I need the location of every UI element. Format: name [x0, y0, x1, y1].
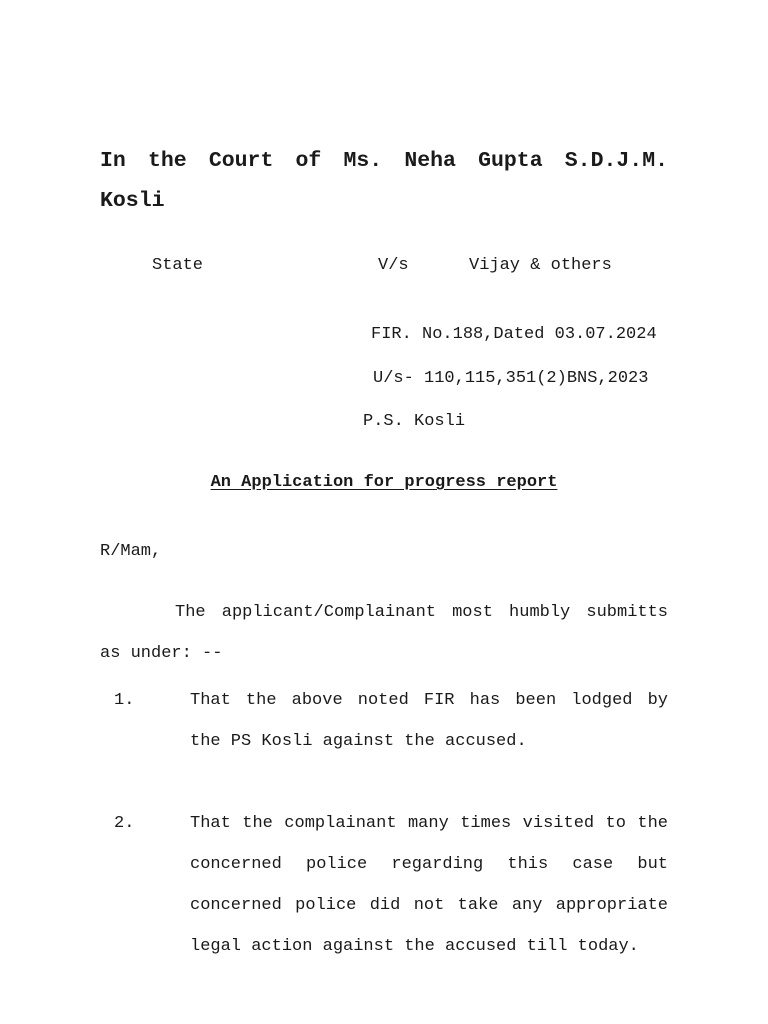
item-number: 2.	[114, 814, 135, 833]
salutation: R/Mam,	[100, 542, 162, 561]
police-station: P.S. Kosli	[363, 412, 466, 431]
versus-label: V/s	[378, 256, 409, 275]
intro-paragraph: The applicant/Complainant most humbly submitts as under: --	[100, 603, 668, 663]
fir-number: FIR. No.188,Dated 03.07.2024	[371, 325, 657, 344]
defendant-name: Vijay & others	[469, 256, 612, 275]
legal-sections: U/s- 110,115,351(2)BNS,2023	[373, 369, 649, 388]
item-text: That the complainant many times visited to the concerned police regarding this case but concerned police did not take any appropriate legal action against the accused till today.	[190, 814, 668, 956]
item-number: 1.	[114, 691, 135, 710]
application-subject	[0, 472, 768, 494]
subject-text: An Application for progress report	[210, 473, 558, 492]
item-text: That the above noted FIR has been lodged by the PS Kosli against the accused.	[190, 691, 668, 751]
plaintiff-name: State	[152, 256, 204, 275]
court-title: In the Court of Ms. Neha Gupta S.D.J.M. Kosli	[100, 149, 668, 213]
